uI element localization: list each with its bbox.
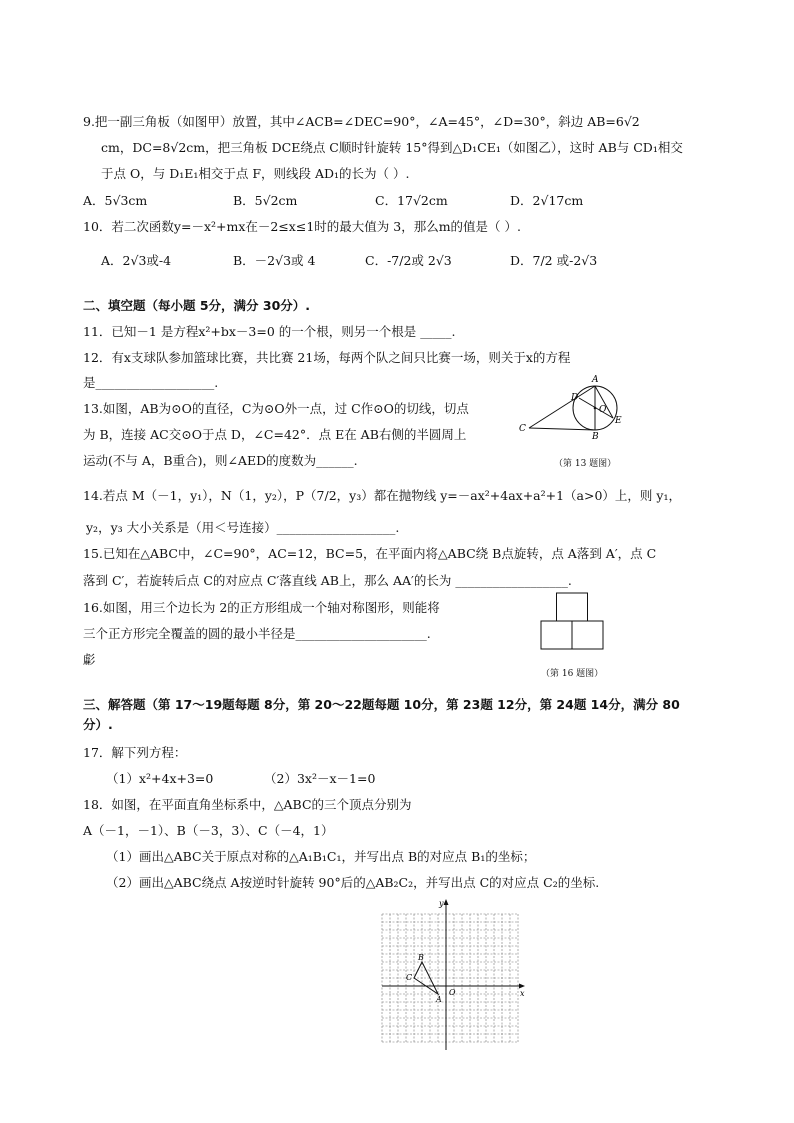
q18-origin-label: O: [449, 988, 456, 997]
q16-line2: 三个正方形完全覆盖的圆的最小半径是_____________________.: [83, 626, 431, 641]
q18-label-c: C: [406, 973, 413, 982]
q18-axis-y-label: y: [439, 899, 444, 908]
q17-part1: （1）x²+4x+3=0: [106, 771, 214, 786]
q9-line2: cm，DC=8√2cm，把三角板 DCE绕点 C顺时针旋转 15°得到△D₁CE₁（如图乙），这时 AB与 CD₁相交: [101, 140, 683, 155]
q13-line3: 运动(不与 A，B重合)，则∠AED的度数为______.: [83, 453, 358, 468]
q10-stem: 10．若二次函数y=－x²+mx在－2≤x≤1时的最大值为 3，那么m的值是（ ）.: [83, 219, 522, 234]
q13-label-e: E: [615, 416, 622, 426]
q9-line3: 于点 O，与 D₁E₁相交于点 F，则线段 AD₁的长为（ ）.: [101, 166, 410, 181]
q18-label-b: B: [418, 953, 424, 962]
q18-axis-x-label: x: [520, 989, 525, 998]
q13-line1: 13.如图，AB为⊙O的直径，C为⊙O外一点，过 C作⊙O的切线，切点: [83, 401, 469, 416]
q18-part1: （1）画出△ABC关于原点对称的△A₁B₁C₁，并写出点 B的对应点 B₁的坐标；: [106, 849, 536, 864]
q14-line2: y₂，y₃ 大小关系是（用＜号连接）___________________.: [86, 520, 400, 535]
q16-caption: （第 16 题图）: [541, 669, 604, 679]
q13-line2: 为 B，连接 AC交⊙O于点 D，∠C=42°．点 E在 AB右侧的半圆周上: [83, 427, 467, 442]
q17-part2: （2）3x²－x－1=0: [264, 771, 376, 786]
q16-figure: [540, 592, 606, 652]
q9-option-b: B．5√2cm: [233, 193, 298, 208]
q11-text: 11．已知－1 是方程x²+bx－3=0 的一个根，则另一个根是 _____.: [83, 324, 456, 339]
q13-label-d: D: [571, 393, 579, 403]
q9-option-d: D．2√17cm: [510, 193, 584, 208]
q16-line1: 16.如图，用三个边长为 2的正方形组成一个轴对称图形，则能将: [83, 600, 440, 615]
q13-label-c: C: [519, 424, 526, 434]
q9-option-c: C．17√2cm: [375, 193, 448, 208]
q9-line1: 9.把一副三角板（如图甲）放置，其中∠ACB=∠DEC=90°，∠A=45°，∠D=30°，斜边 AB=6√2: [83, 114, 640, 129]
q18-part2: （2）画出△ABC绕点 A按逆时针旋转 90°后的△AB₂C₂，并写出点 C的对应点 C₂的坐标.: [106, 875, 600, 890]
q15-line1: 15.已知在△ABC中，∠C=90°，AC=12，BC=5，在平面内将△ABC绕 B点旋转，点 A落到 A′，点 C: [83, 546, 657, 561]
q12-line1: 12．有x支球队参加篮球比赛，共比赛 21场，每两个队之间只比赛一场，则关于x的方程: [83, 350, 571, 365]
q13-label-b: B: [592, 432, 599, 440]
q13-label-o: O: [599, 405, 607, 415]
section-3-title-line2: 分）.: [83, 717, 113, 732]
q18-line2: A（－1，－1）、B（－3，3）、C（－4，1）: [83, 823, 334, 838]
q10-option-d: D．7/2 或-2√3: [510, 253, 598, 268]
q12-line2: 是___________________.: [83, 375, 219, 390]
q10-option-b: B．－2√3或 4: [233, 253, 316, 268]
q10-option-c: C．-7/2或 2√3: [365, 253, 452, 268]
q10-option-a: A．2√3或-4: [101, 253, 172, 268]
q13-caption: （第 13 题图）: [554, 459, 617, 469]
q18-label-a: A: [436, 995, 442, 1004]
q15-line2: 落到 C′，若旋转后点 C的对应点 C′落直线 AB上，那么 AA′的长为 __________________.: [83, 573, 572, 588]
q16-stray-char: 虨: [83, 652, 96, 667]
q13-figure: [515, 370, 625, 440]
q9-option-a: A．5√3cm: [83, 193, 148, 208]
q13-label-a: A: [592, 375, 599, 385]
section-2-title: 二、填空题（每小题 5分，满分 30分）.: [83, 298, 311, 313]
section-3-title-line1: 三、解答题（第 17～19题每题 8分，第 20～22题每题 10分，第 23题 12分，第 24题 14分，满分 80: [83, 697, 680, 712]
q17-stem: 17．解下列方程：: [83, 745, 187, 760]
q18-line1: 18．如图，在平面直角坐标系中，△ABC的三个顶点分别为: [83, 797, 412, 812]
q18-coordinate-grid: [380, 896, 530, 1054]
q14-line1: 14.若点 M（－1，y₁），N（1，y₂），P（7/2，y₃）都在抛物线 y=－ax²+4ax+a²+1（a>0）上，则 y₁，: [83, 488, 681, 503]
